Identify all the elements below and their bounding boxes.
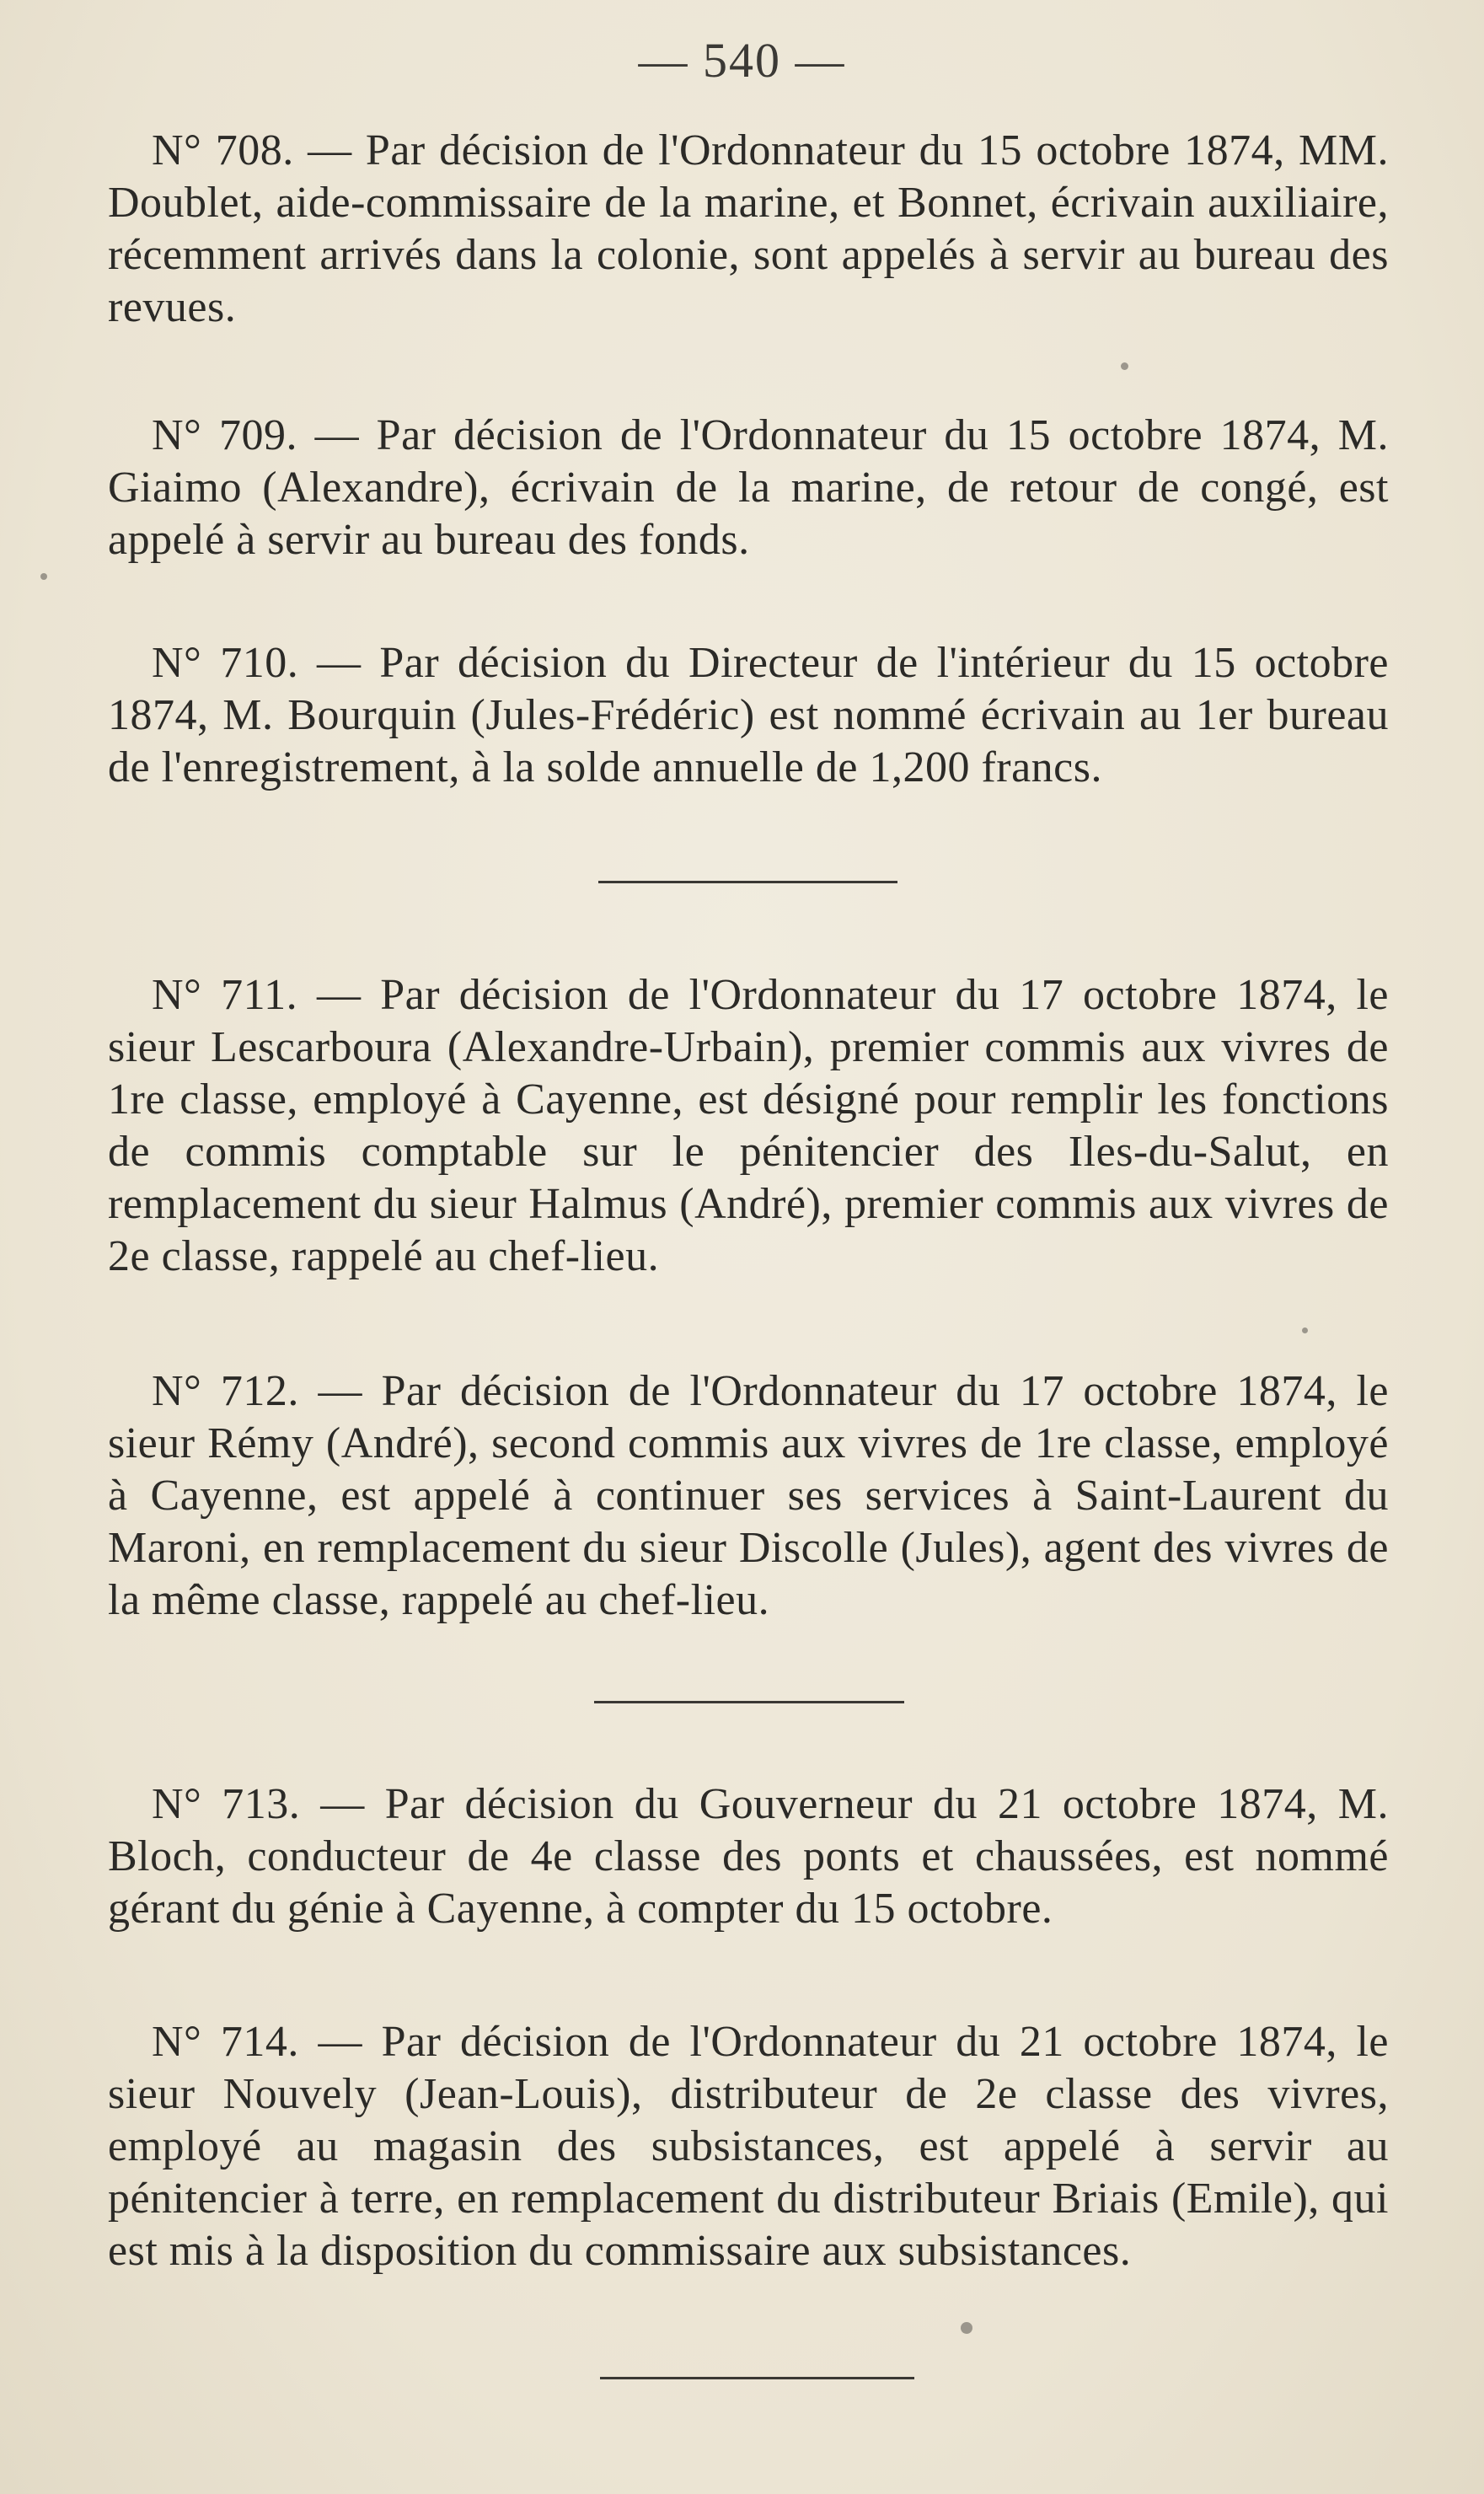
paper-speck [1302,1327,1308,1333]
entry-712 [108,1365,1389,1627]
section-divider [600,2377,914,2379]
entry-text: — Par décision de l'Ordonnateur du 15 octobre 1874, M. Giaimo (Alexandre), écrivain de la marine, de retour de congé, est appelé à servir au bureau des fonds. [108,411,1389,564]
entry-709 [108,410,1389,566]
entry-number: N° 711. [152,971,298,1019]
entry-text: — Par décision du Directeur de l'intérieur du 15 octobre 1874, M. Bourquin (Jules-Frédéric) est nommé écrivain au 1er bureau de l'enregistrement, à la solde annuelle de 1,200 francs. [108,639,1389,791]
entry-number: N° 712. [152,1367,299,1415]
entry-713 [108,1778,1389,1935]
entry-number: N° 710. [152,639,299,687]
entry-text: — Par décision du Gouverneur du 21 octobre 1874, M. Bloch, conducteur de 4e classe des ponts et chaussées, est nommé gérant du génie à Cayenne, à compter du 15 octobre. [108,1780,1389,1933]
section-divider [594,1701,904,1703]
entry-708 [108,125,1389,334]
entry-text: — Par décision de l'Ordonnateur du 17 octobre 1874, le sieur Lescarboura (Alexandre-Urbain), premier commis aux vivres de 1re classe, employé à Cayenne, est désigné pour remplir les fonctions de commis comptable sur le pénitencier des Iles-du-Salut, en remplacement du sieur Halmus (André), premier commis aux vivres de 2e classe, rappelé au chef-lieu. [108,971,1390,1280]
entry-text: — Par décision de l'Ordonnateur du 21 octobre 1874, le sieur Nouvely (Jean-Louis), distributeur de 2e classe des vivres, employé au magasin des subsistances, est appelé à servir au pénitencier à terre, en remplacement du distributeur Briais (Emile), qui est mis à la disposition du commissaire aux subsistances. [108,2018,1390,2275]
entry-714 [108,2016,1389,2277]
paper-speck [1121,362,1128,370]
entry-number: N° 709. [152,411,297,459]
section-divider [598,881,897,883]
paper-speck [40,573,47,580]
entry-number: N° 708. [152,126,294,174]
entry-number: N° 714. [152,2018,299,2066]
paper-speck [961,2322,972,2334]
entry-text: — Par décision de l'Ordonnateur du 17 octobre 1874, le sieur Rémy (André), second commis aux vivres de 1re classe, employé à Cayenne, est appelé à continuer ses services à Saint-Laurent du Maroni, en remplacement du sieur Discolle (Jules), agent des vivres de la même classe, rappelé au chef-lieu. [108,1367,1390,1624]
page-number: — 540 — [638,33,846,88]
entry-710 [108,637,1389,794]
entry-711 [108,969,1389,1283]
entry-number: N° 713. [152,1780,301,1828]
entry-text: — Par décision de l'Ordonnateur du 15 octobre 1874, MM. Doublet, aide-commissaire de la marine, et Bonnet, écrivain auxiliaire, récemment arrivés dans la colonie, sont appelés à servir au bureau des revues. [108,126,1389,331]
